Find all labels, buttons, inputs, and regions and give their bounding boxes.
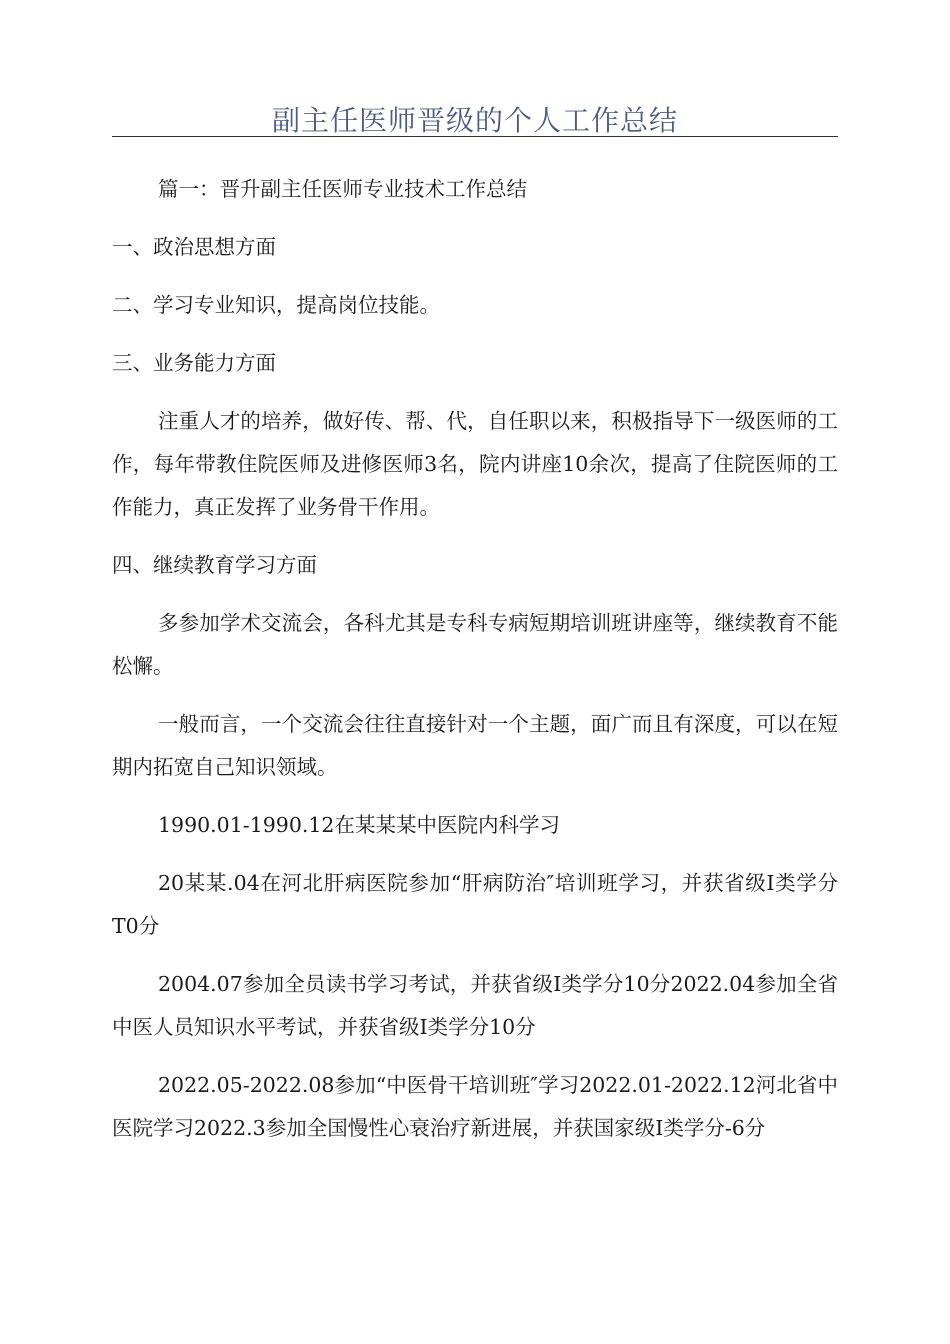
document-body <box>112 168 838 1165</box>
section-heading-3: 三、业务能力方面 <box>112 351 276 375</box>
title-underline <box>112 136 838 137</box>
paragraph-1: 篇一：晋升副主任医师专业技术工作总结 <box>158 177 527 201</box>
record-2004: 2004.07参加全员读书学习考试，并获省级Ⅰ类学分10分2022.04参加全省中医人员知识水平考试，并获省级Ⅰ类学分10分 <box>112 972 838 1039</box>
paragraph-exchange: 一般而言，一个交流会往往直接针对一个主题，面广而且有深度，可以在短期内拓宽自己知识领域。 <box>112 712 838 779</box>
paragraph-talent: 注重人才的培养，做好传、帮、代，自任职以来，积极指导下一级医师的工作，每年带教住院医师及进修医师3名，院内讲座10余次，提高了住院医师的工作能力，真正发挥了业务骨干作用。 <box>112 409 838 519</box>
record-2022: 2022.05-2022.08参加“中医骨干培训班″学习2022.01-2022.12河北省中医院学习2022.3参加全国慢性心衰治疗新进展，并获国家级Ⅰ类学分-6分 <box>112 1073 838 1140</box>
document-title: 副主任医师晋级的个人工作总结 <box>271 104 678 137</box>
section-heading-4: 四、继续教育学习方面 <box>112 553 317 577</box>
section-heading-1: 一、政治思想方面 <box>112 235 276 259</box>
paragraph-education: 多参加学术交流会，各科尤其是专科专病短期培训班讲座等，继续教育不能松懈。 <box>112 611 838 678</box>
record-liver: 20某某.04在河北肝病医院参加“肝病防治″培训班学习，并获省级Ⅰ类学分T0分 <box>112 871 838 938</box>
record-1990: 1990.01-1990.12在某某某中医院内科学习 <box>158 813 560 837</box>
section-heading-2: 二、学习专业知识，提高岗位技能。 <box>112 293 440 317</box>
